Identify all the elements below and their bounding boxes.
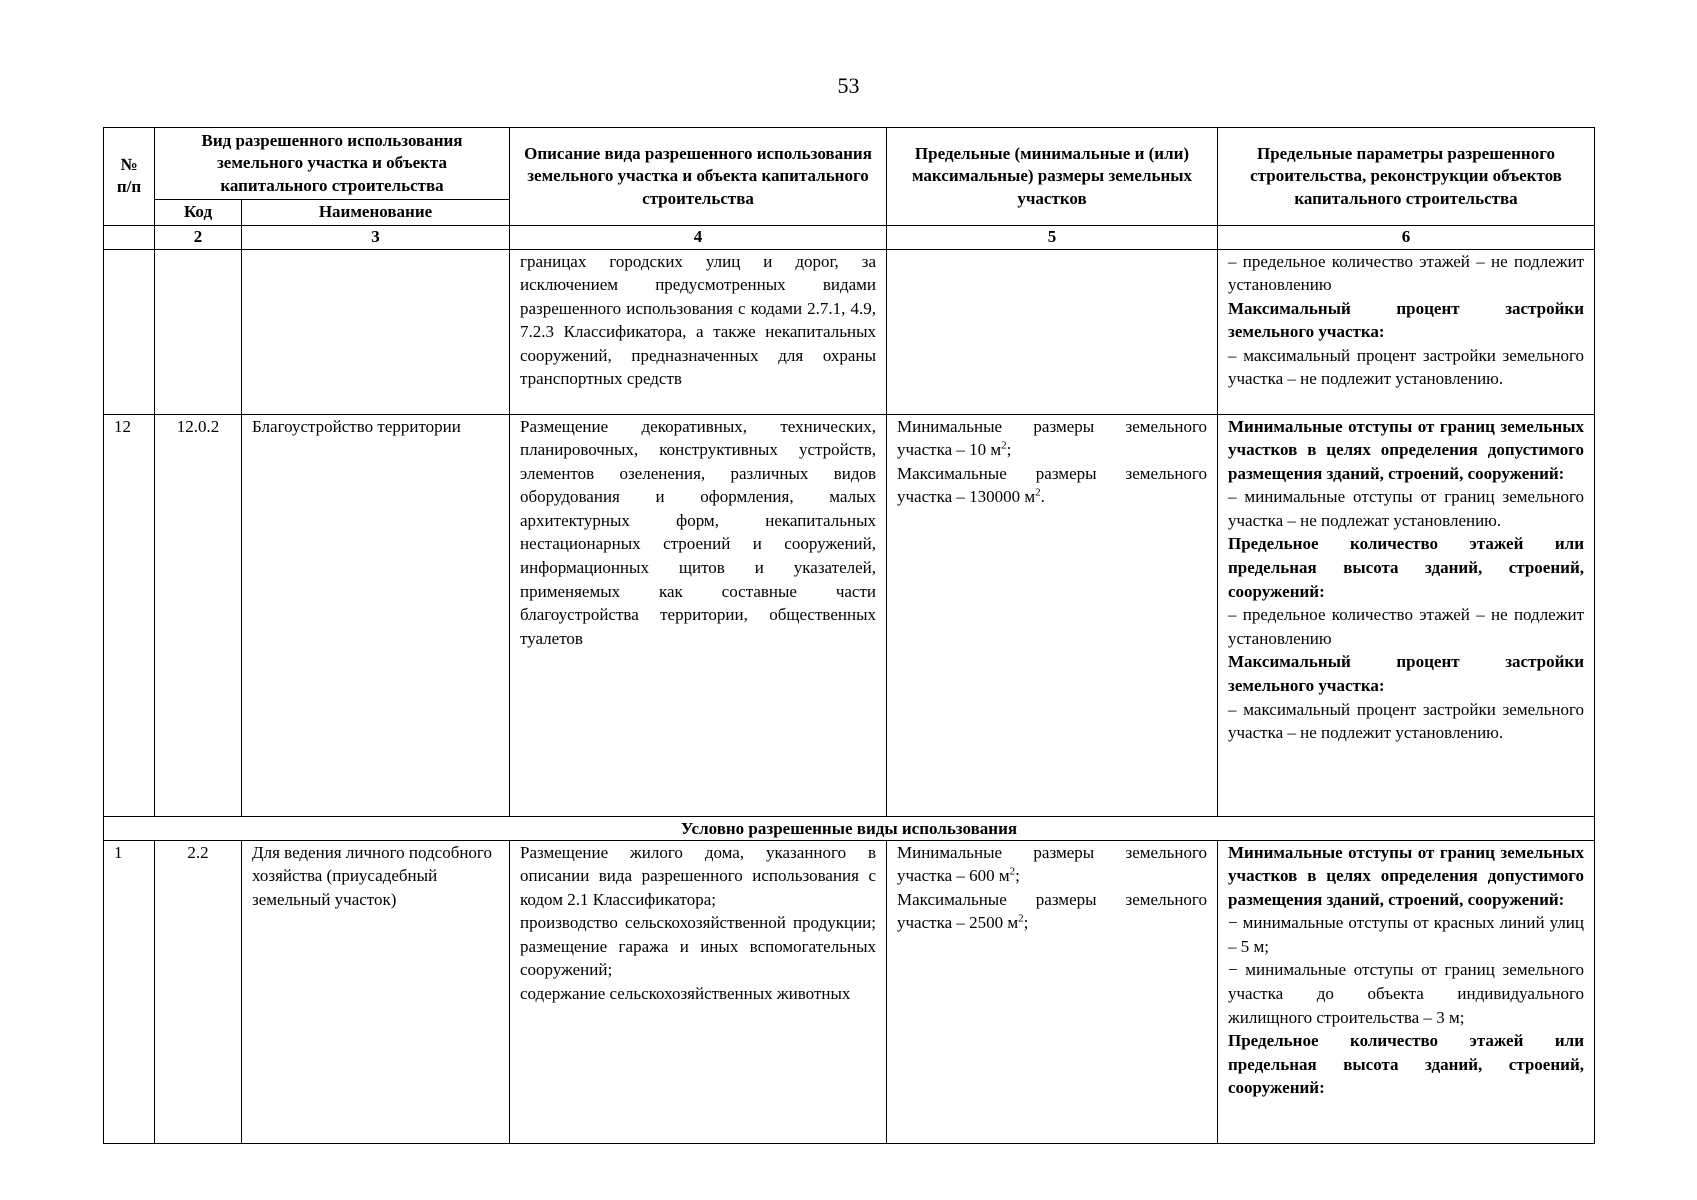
cell-description: границах городских улиц и дорог, за исключением предусмотренных видами разрешенного использования с кодами 2.7.1, 4.9, 7.2.3 Классификатора, а также некапитальных сооружений, предназначенных для охраны транспортных средств [510, 249, 887, 414]
description-text: производство сельскохозяйственной продукции; размещение гаража и иных вспомогательных сооружений; [520, 913, 876, 980]
header-vid: Вид разрешенного использования земельного участка и объекта капитального строительства [155, 128, 510, 200]
col-number-2: 2 [155, 225, 242, 249]
size-max: Максимальные размеры земельного участка – 130000 $м^2$. [897, 463, 1207, 507]
param-text: − минимальные отступы от красных линий улиц – 5 м; [1228, 913, 1584, 956]
param-text: – предельное количество этажей – не подлежит установлению [1228, 605, 1584, 648]
header-no: № п/п [104, 128, 155, 226]
cell-code: 12.0.2 [155, 414, 242, 816]
col-number-5: 5 [887, 225, 1218, 249]
size-max: Максимальные размеры земельного участка – 2500 $м^2$; [897, 889, 1207, 933]
section-header-row [104, 816, 1595, 840]
cell-description [510, 840, 887, 1143]
col-number-4: 4 [510, 225, 887, 249]
table-row-12 [104, 414, 1595, 816]
cell-params [1218, 840, 1595, 1143]
cell-description: Размещение декоративных, технических, планировочных, конструктивных устройств, элементов озеленения, различных видов оборудования и оформления, малых архитектурных форм, некапитальных нестационарных строений и сооружений, информационных щитов и указателей, применяемых как составные части благоустройства территории, общественных туалетов [510, 414, 887, 816]
cell-code: 2.2 [155, 840, 242, 1143]
description-text: Размещение жилого дома, указанного в описании вида разрешенного использования с кодом 2.1 Классификатора; [520, 842, 876, 909]
description-text: содержание сельскохозяйственных животных [520, 984, 851, 1004]
cell-name: Благоустройство территории [242, 414, 510, 816]
header-name: Наименование [242, 200, 510, 226]
land-use-table [103, 127, 1595, 1144]
cell-no [104, 249, 155, 414]
param-heading: Минимальные отступы от границ земельных участков в целях определения допустимого размещения зданий, строений, сооружений: [1228, 416, 1584, 483]
col-number-3: 3 [242, 225, 510, 249]
param-heading: Предельное количество этажей или предельная высота зданий, строений, сооружений: [1228, 534, 1584, 601]
cell-no: 1 [104, 840, 155, 1143]
cell-no: 12 [104, 414, 155, 816]
cell-sizes [887, 249, 1218, 414]
size-min: Минимальные размеры земельного участка – 600 $м^2$; [897, 842, 1207, 886]
param-text: − минимальные отступы от границ земельного участка до объекта индивидуального жилищного строительства – 3 м; [1228, 960, 1584, 1027]
header-params: Предельные параметры разрешенного строительства, реконструкции объектов капитального строительства [1218, 128, 1595, 226]
cell-name [242, 249, 510, 414]
param-heading: Минимальные отступы от границ земельных участков в целях определения допустимого размещения зданий, строений, сооружений: [1228, 842, 1584, 909]
param-heading: Максимальный процент застройки земельного участка: [1228, 298, 1584, 342]
section-title: Условно разрешенные виды использования [104, 816, 1595, 840]
table-row-continued [104, 249, 1595, 414]
col-number-6: 6 [1218, 225, 1595, 249]
cell-params [1218, 414, 1595, 816]
col-number-1 [104, 225, 155, 249]
cell-name: Для ведения личного подсобного хозяйства (приусадебный земельный участок) [242, 840, 510, 1143]
header-sizes: Предельные (минимальные и (или) максимальные) размеры земельных участков [887, 128, 1218, 226]
size-min: Минимальные размеры земельного участка – 10 $м^2$; [897, 416, 1207, 460]
param-heading: Максимальный процент застройки земельного участка: [1228, 652, 1584, 696]
param-text: – минимальные отступы от границ земельного участка – не подлежат установлению. [1228, 487, 1584, 530]
param-heading: Предельное количество этажей или предельная высота зданий, строений, сооружений: [1228, 1031, 1584, 1098]
header-description: Описание вида разрешенного использования земельного участка и объекта капитального строительства [510, 128, 887, 226]
header-code: Код [155, 200, 242, 226]
cell-sizes [887, 840, 1218, 1143]
param-text: – максимальный процент застройки земельного участка – не подлежит установлению. [1228, 345, 1584, 389]
cell-sizes [887, 414, 1218, 816]
param-text: – предельное количество этажей – не подлежит установлению [1228, 251, 1584, 295]
param-text: – максимальный процент застройки земельного участка – не подлежит установлению. [1228, 699, 1584, 743]
cell-code [155, 249, 242, 414]
page-number: 53 [837, 73, 860, 98]
cell-params [1218, 249, 1595, 414]
table-row-1 [104, 840, 1595, 1143]
